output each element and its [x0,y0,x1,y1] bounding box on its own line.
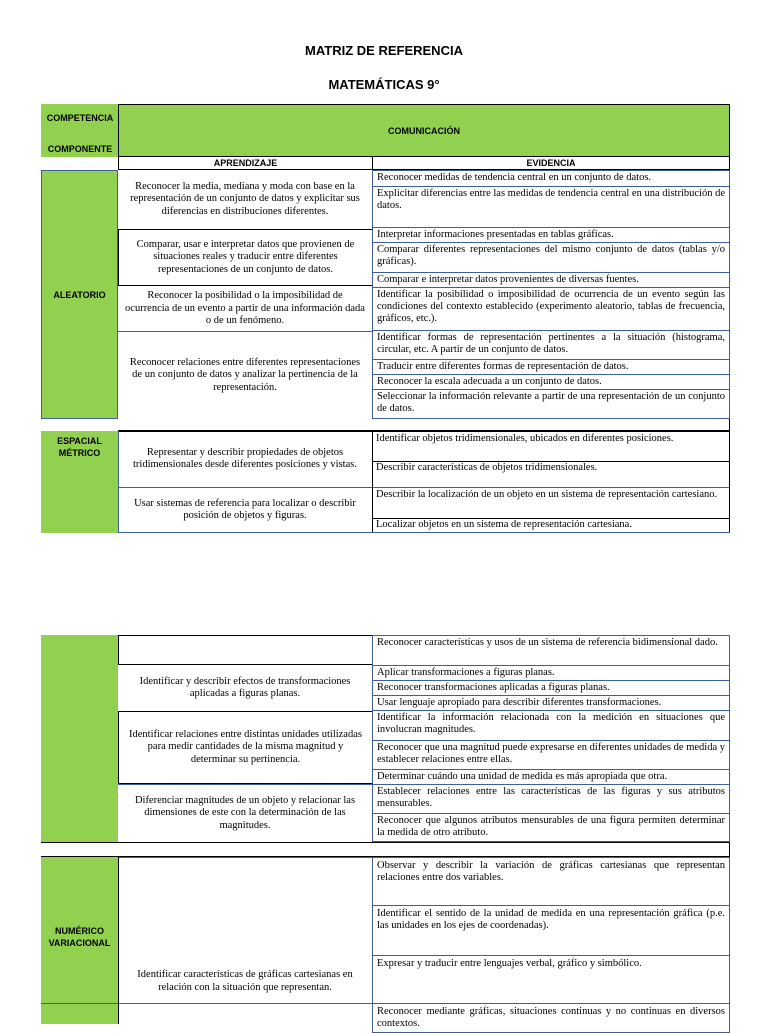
evidence-cell: Comparar e interpretar datos provenientes de diversas fuentes. [372,272,730,288]
competencia-value: COMUNICACIÓN [388,125,460,136]
evidence-cell: Describir la localización de un objeto en un sistema de representación cartesiano. [376,489,718,500]
evidence-cell: Seleccionar la información relevante a partir de una representación de un conjunto de datos. [372,389,730,419]
evidence-cell: Explicitar diferencias entre las medidas de tendencia central en una distribución de datos. [372,186,730,228]
learning-cell: Reconocer la posibilidad o la imposibilidad de ocurrencia de un evento a partir de una información dada o de un fenómeno. [125,290,365,327]
rule [372,431,373,532]
column-header-aprendizaje: APRENDIZAJE [118,156,373,170]
rule [372,518,730,519]
evidence-cell: Reconocer la escala adecuada a un conjunto de datos. [372,374,730,390]
learning-cell: Reconocer relaciones entre diferentes representaciones de un conjunto de datos y analizar la pertinencia de la representación. [129,356,361,393]
evidence-cell: Identificar objetos tridimensionales, ubicados en diferentes posiciones. [376,433,674,444]
rule [118,1003,372,1004]
evidence-cell: Reconocer que algunos atributos mensurables de una figura permiten determinar la medida de otro atributo. [372,813,730,842]
learning-cell: Diferenciar magnitudes de un objeto y relacionar las dimensiones de este con la determinación de las magnitudes. [134,794,356,831]
learning-cell: Comparar, usar e interpretar datos que provienen de situaciones reales y traducir entre diferentes representaciones de un conjunto de datos. [118,229,373,286]
learning-cell-empty [118,635,373,665]
learning-cell: Representar y describir propiedades de objetos tridimensionales desde diferentes posiciones y vistas. [133,446,357,470]
learning-cell: Identificar y describir efectos de transformaciones aplicadas a figuras planas. [139,675,351,699]
rule [118,487,730,488]
component-aleatorio: ALEATORIO [53,289,106,300]
rule [118,857,119,1024]
column-header-evidencia: EVIDENCIA [372,156,730,170]
evidence-cell: Identificar el sentido de la unidad de medida en una representación gráfica (p.e. las unidades en los ejes de coordenadas). [372,905,730,956]
componente-label: COMPONENTE [47,144,113,154]
competencia-label: COMPETENCIA [46,112,114,123]
evidence-cell: Expresar y traducir entre lenguajes verbal, gráfico y simbólico. [372,955,730,1004]
evidence-cell: Reconocer características y usos de un sistema de referencia bidimensional dado. [372,635,730,666]
component-cell-next [41,1003,118,1024]
document-title: MATRIZ DE REFERENCIA [305,43,463,58]
evidence-cell: Localizar objetos en un sistema de representación cartesiana. [376,519,632,530]
rule [118,532,730,533]
rule [118,331,372,332]
rule [118,431,119,532]
evidence-cell: Traducir entre diferentes formas de representación de datos. [372,359,730,375]
learning-cell: Identificar relaciones entre distintas unidades utilizadas para medir cantidades de la misma magnitud y determinar su pertinencia. [118,711,373,784]
component-espacial-metrico: ESPACIAL MÉTRICO [57,436,102,458]
rule [372,461,730,462]
evidence-cell: Reconocer transformaciones aplicadas a figuras planas. [372,680,730,696]
evidence-cell: Identificar la posibilidad o imposibilidad de ocurrencia de un evento según las condiciones del contexto establecido (experimento aleatorio, tablas de frecuencia, gráficos, etc.). [372,287,730,331]
evidence-cell: Usar lenguaje apropiado para describir diferentes transformaciones. [372,695,730,711]
learning-cell: Reconocer la media, mediana y moda con base en la representación de un conjunto de datos y explicitar sus diferencias en distribuciones diferentes. [130,180,360,217]
component-numerico-variacional: NUMÉRICO VARIACIONAL [48,926,111,948]
evidence-cell: Observar y describir la variación de gráficas cartesianas que representan relaciones entre dos variables. [372,857,730,906]
evidence-cell: Determinar cuándo una unidad de medida es más apropiada que otra. [372,769,730,785]
evidence-cell: Identificar formas de representación pertinentes a la situación (histograma, circular, etc. A partir de un conjunto de datos. [372,330,730,360]
separator-row [41,842,730,857]
evidence-cell: Establecer relaciones entre las características de las figuras y sus atributos mensurables. [372,784,730,814]
rule [118,857,372,858]
evidence-cell: Reconocer medidas de tendencia central en un conjunto de datos. [372,170,730,187]
evidence-cell: Identificar la información relacionada con la medición en situaciones que involucran magnitudes. [372,710,730,741]
rule [118,784,372,785]
document-subtitle: MATEMÁTICAS 9° [328,77,440,92]
rule [729,842,730,857]
evidence-cell: Interpretar informaciones presentadas en tablas gráficas. [372,227,730,243]
evidence-cell: Aplicar transformaciones a figuras planas. [372,665,730,681]
evidence-cell: Comparar diferentes representaciones del mismo conjunto de datos (tablas y/o gráficas). [372,242,730,273]
separator-row [118,419,730,431]
learning-cell: Usar sistemas de referencia para localizar o describir posición de objetos y figuras. [134,497,356,521]
evidence-cell: Reconocer que una magnitud puede expresarse en diferentes unidades de medida y establecer relaciones entre ellas. [372,740,730,770]
rule [118,431,730,432]
evidence-cell: Reconocer mediante gráficas, situaciones continuas y no continuas en diversos contextos. [372,1003,730,1033]
component-cell-continued [41,635,118,842]
learning-cell: Identificar características de gráficas cartesianas en relación con la situación que representan. [137,969,353,993]
rule [729,419,730,532]
evidence-cell: Describir características de objetos tridimensionales. [376,462,598,473]
